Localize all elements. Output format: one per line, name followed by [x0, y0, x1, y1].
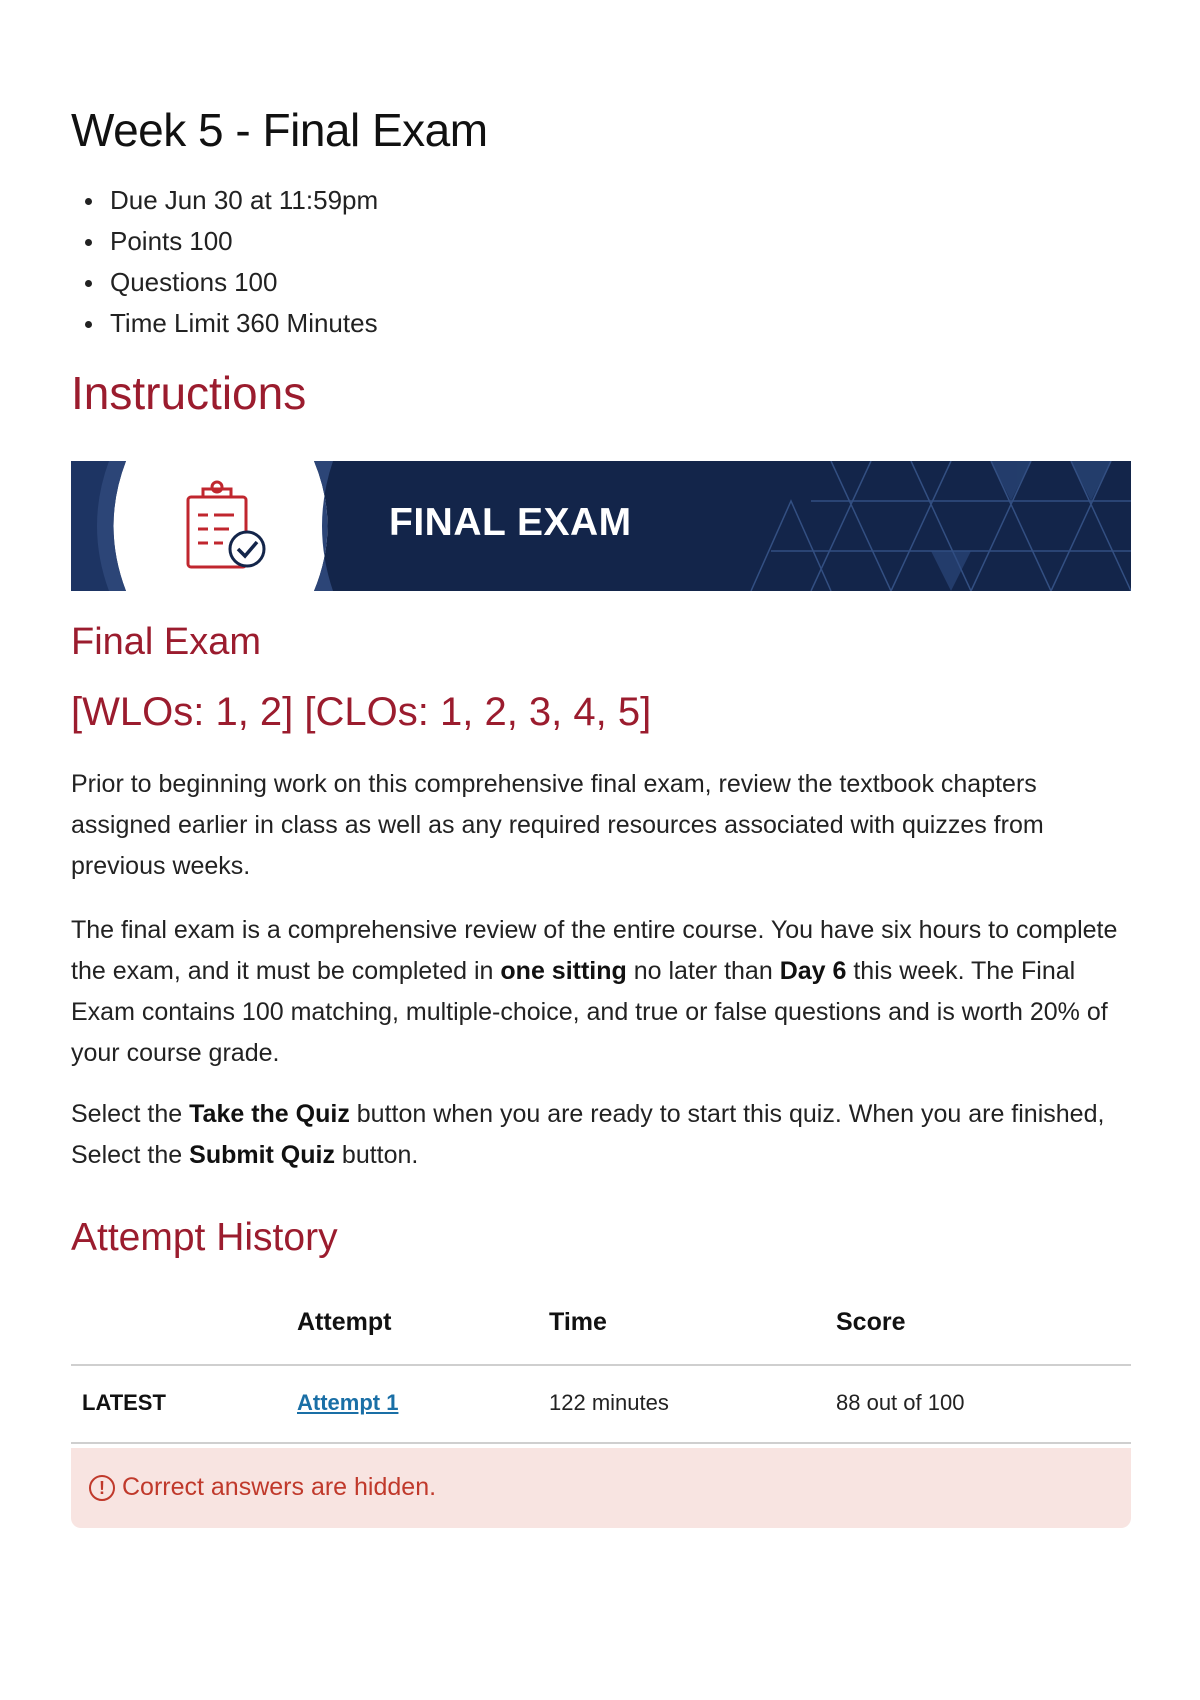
quiz-details-list [71, 180, 378, 344]
time-limit-item: Time Limit 360 Minutes [71, 303, 378, 344]
instructions-heading: Instructions [71, 367, 307, 419]
attempt-score: 88 out of 100 [836, 1390, 965, 1415]
attempt-time: 122 minutes [549, 1390, 669, 1415]
hidden-answers-notice [71, 1448, 1131, 1528]
due-date-item: Due Jun 30 at 11:59pm [71, 180, 378, 221]
instructions-paragraph-2: The final exam is a comprehensive review of the entire course. You have six hours to complete the exam, and it must be completed in one sitting no later than Day 6 this week. The Final Exam contains 100 matching, multiple-choice, and true or false questions and is worth 20% of your course grade. [71, 916, 1118, 1067]
emphasis-one-sitting: one sitting [500, 957, 627, 985]
final-exam-banner [71, 461, 1131, 591]
table-header [71, 1296, 1131, 1366]
attempt-1-link[interactable]: Attempt 1 [297, 1390, 399, 1415]
questions-item: Questions 100 [71, 262, 378, 303]
emphasis-submit-quiz: Submit Quiz [189, 1141, 335, 1169]
page-title: Week 5 - Final Exam [71, 104, 488, 156]
column-header-score: Score [836, 1308, 906, 1336]
table-row [71, 1366, 1131, 1444]
emphasis-take-the-quiz: Take the Quiz [189, 1100, 350, 1128]
emphasis-day-6: Day 6 [779, 957, 847, 985]
notice-text: Correct answers are hidden. [122, 1473, 437, 1501]
learning-objectives: [WLOs: 1, 2] [CLOs: 1, 2, 3, 4, 5] [71, 690, 652, 734]
exclamation-circle-icon: ! [89, 1475, 115, 1501]
column-header-attempt: Attempt [297, 1308, 392, 1336]
section-title: Final Exam [71, 621, 262, 663]
banner-title: FINAL EXAM [389, 501, 632, 544]
column-header-time: Time [549, 1308, 607, 1336]
latest-tag: LATEST [82, 1390, 166, 1415]
attempt-history-table [71, 1296, 1131, 1444]
points-item: Points 100 [71, 221, 378, 262]
attempt-history-heading: Attempt History [71, 1216, 338, 1259]
instructions-paragraph-3: Select the Take the Quiz button when you are ready to start this quiz. When you are finished, Select the Submit Quiz button. [71, 1100, 1105, 1169]
instructions-paragraph-1: Prior to beginning work on this comprehensive final exam, review the textbook chapters assigned earlier in class as well as any required resources associated with quizzes from previous weeks. [71, 770, 1044, 880]
